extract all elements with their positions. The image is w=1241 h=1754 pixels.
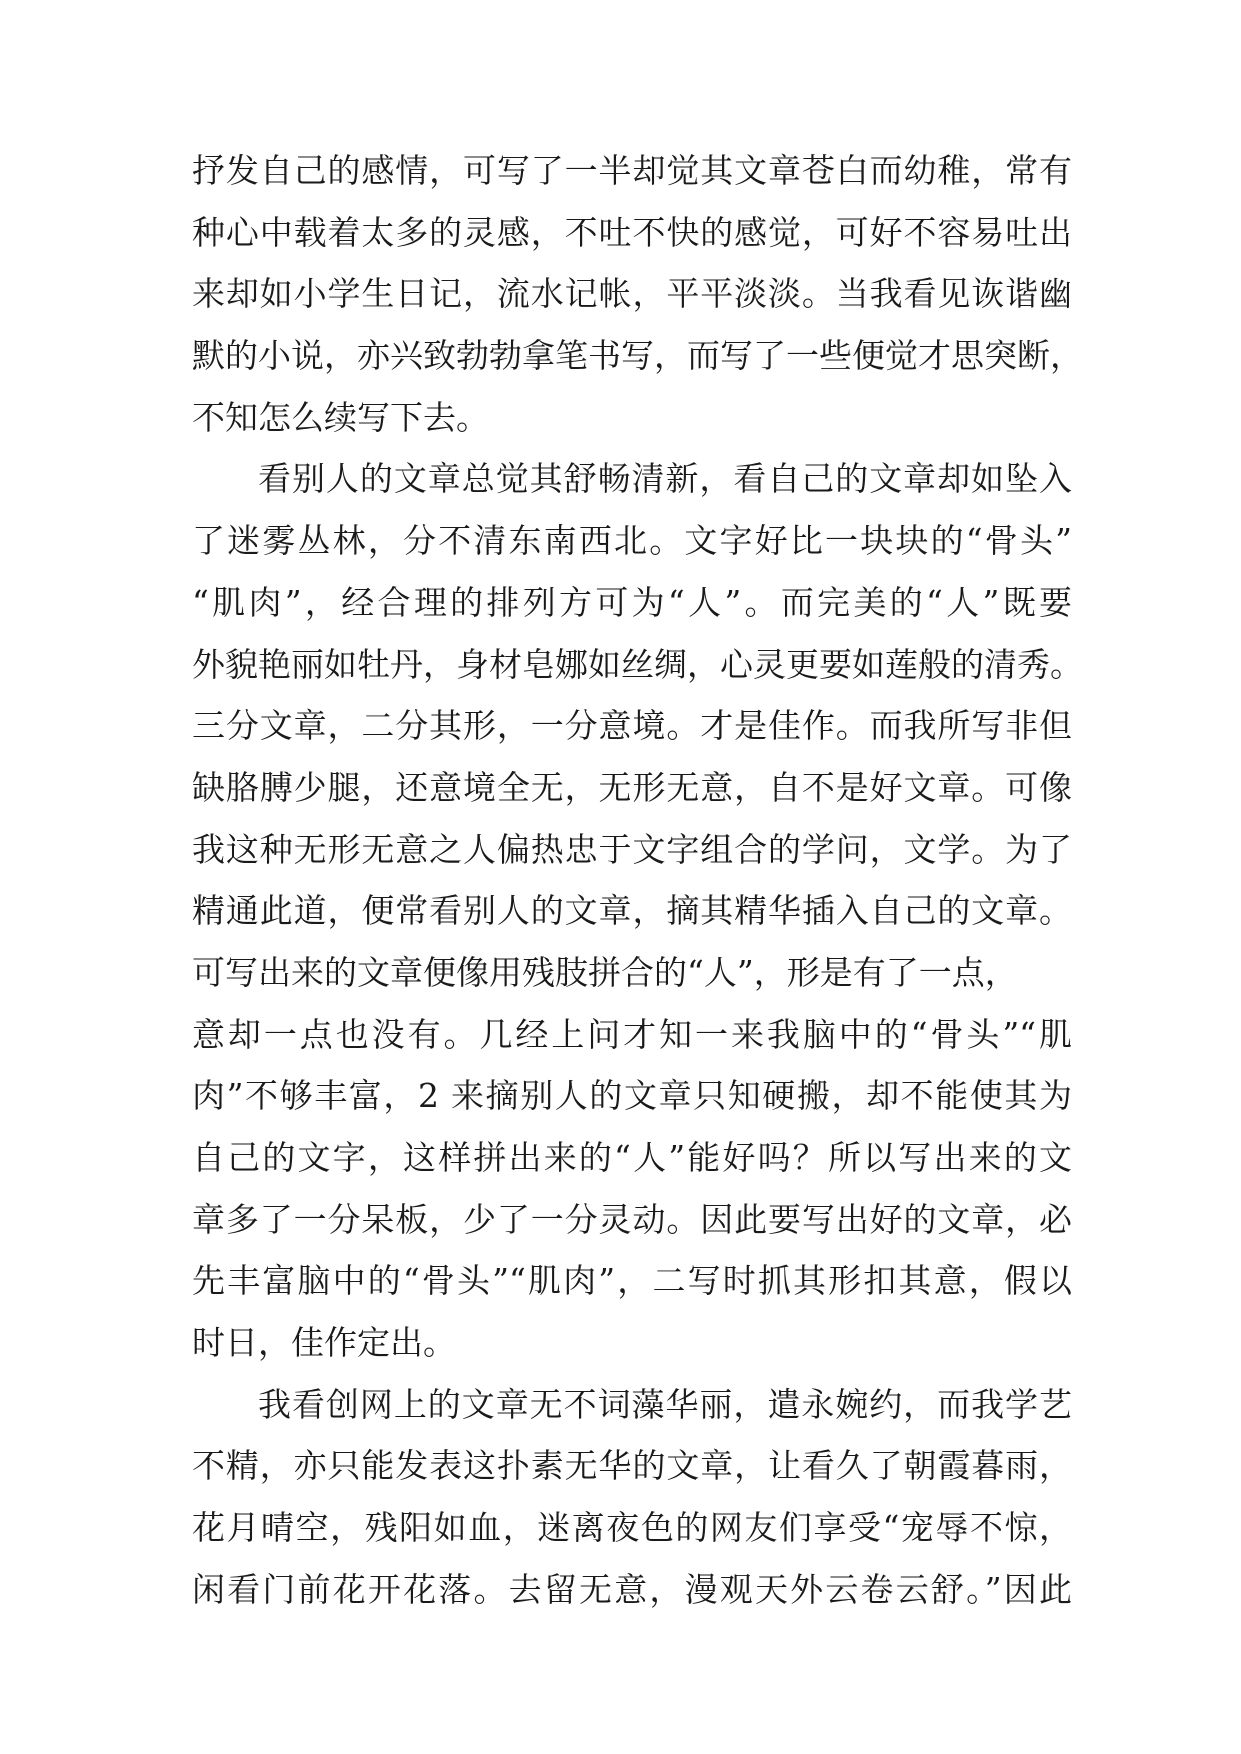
text-line: 闲看门前花开花落。去留无意，漫观天外云卷云舒。”因此	[192, 1569, 1072, 1609]
text-line: 精通此道，便常看别人的文章，摘其精华插入自己的文章。	[192, 891, 1072, 931]
text-line: 抒发自己的感情，可写了一半却觉其文章苍白而幼稚，常有	[192, 151, 1072, 190]
text-line: 种心中载着太多的灵感，不吐不快的感觉，可好不容易吐出	[192, 212, 1072, 252]
text-line: 缺胳膊少腿，还意境全无，无形无意，自不是好文章。可像	[192, 767, 1072, 807]
paragraph-1	[192, 140, 1083, 448]
text-line: 看别人的文章总觉其舒畅清新，看自己的文章却如坠入	[258, 459, 1072, 499]
text-line: 时日，佳作定出。	[192, 1323, 456, 1363]
text-line: 先丰富脑中的“骨头”“肌肉”，二写时抓其形扣其意，假以	[192, 1261, 1072, 1301]
text-line: 不知怎么续写下去。	[192, 397, 489, 437]
text-line: 花月晴空，残阳如血，迷离夜色的网友们享受“宠辱不惊，	[192, 1508, 1072, 1548]
text-line: 自己的文字，这样拼出来的“人”能好吗？所以写出来的文	[192, 1138, 1072, 1177]
paragraph-3	[192, 1374, 1072, 1621]
text-line: 外貌艳丽如牡丹，身材皂娜如丝绸，心灵更要如莲般的清秀。	[192, 644, 1083, 684]
text-line: 我这种无形无意之人偏热忠于文字组合的学问，文学。为了	[192, 829, 1072, 869]
text-line: 来却如小学生日记，流水记帐，平平淡淡。当我看见诙谐幽	[192, 274, 1072, 314]
document-body	[192, 140, 1083, 1621]
text-line: “肌肉”，经合理的排列方可为“人”。而完美的“人”既要	[192, 582, 1072, 622]
text-line: 了迷雾丛林，分不清东南西北。文字好比一块块的“骨头”	[192, 521, 1072, 561]
text-line: 肉”不够丰富，2 来摘别人的文章只知硬搬，却不能使其为	[192, 1076, 1072, 1116]
text-line: 可写出来的文章便像用残肢拼合的“人”，形是有了一点，	[192, 952, 1018, 992]
paragraph-2	[192, 448, 1083, 1373]
text-line: 章多了一分呆板，少了一分灵动。因此要写出好的文章，必	[192, 1199, 1072, 1239]
text-line: 三分文章，二分其形，一分意境。才是佳作。而我所写非但	[192, 706, 1072, 746]
text-line: 不精，亦只能发表这扑素无华的文章，让看久了朝霞暮雨，	[192, 1446, 1072, 1486]
text-line: 默的小说，亦兴致勃勃拿笔书写，而写了一些便觉才思突断，	[192, 336, 1083, 376]
text-line: 意却一点也没有。几经上问才知一来我脑中的“骨头”“肌	[192, 1014, 1072, 1054]
text-line: 我看创网上的文章无不词藻华丽，遣永婉约，而我学艺	[258, 1384, 1072, 1424]
